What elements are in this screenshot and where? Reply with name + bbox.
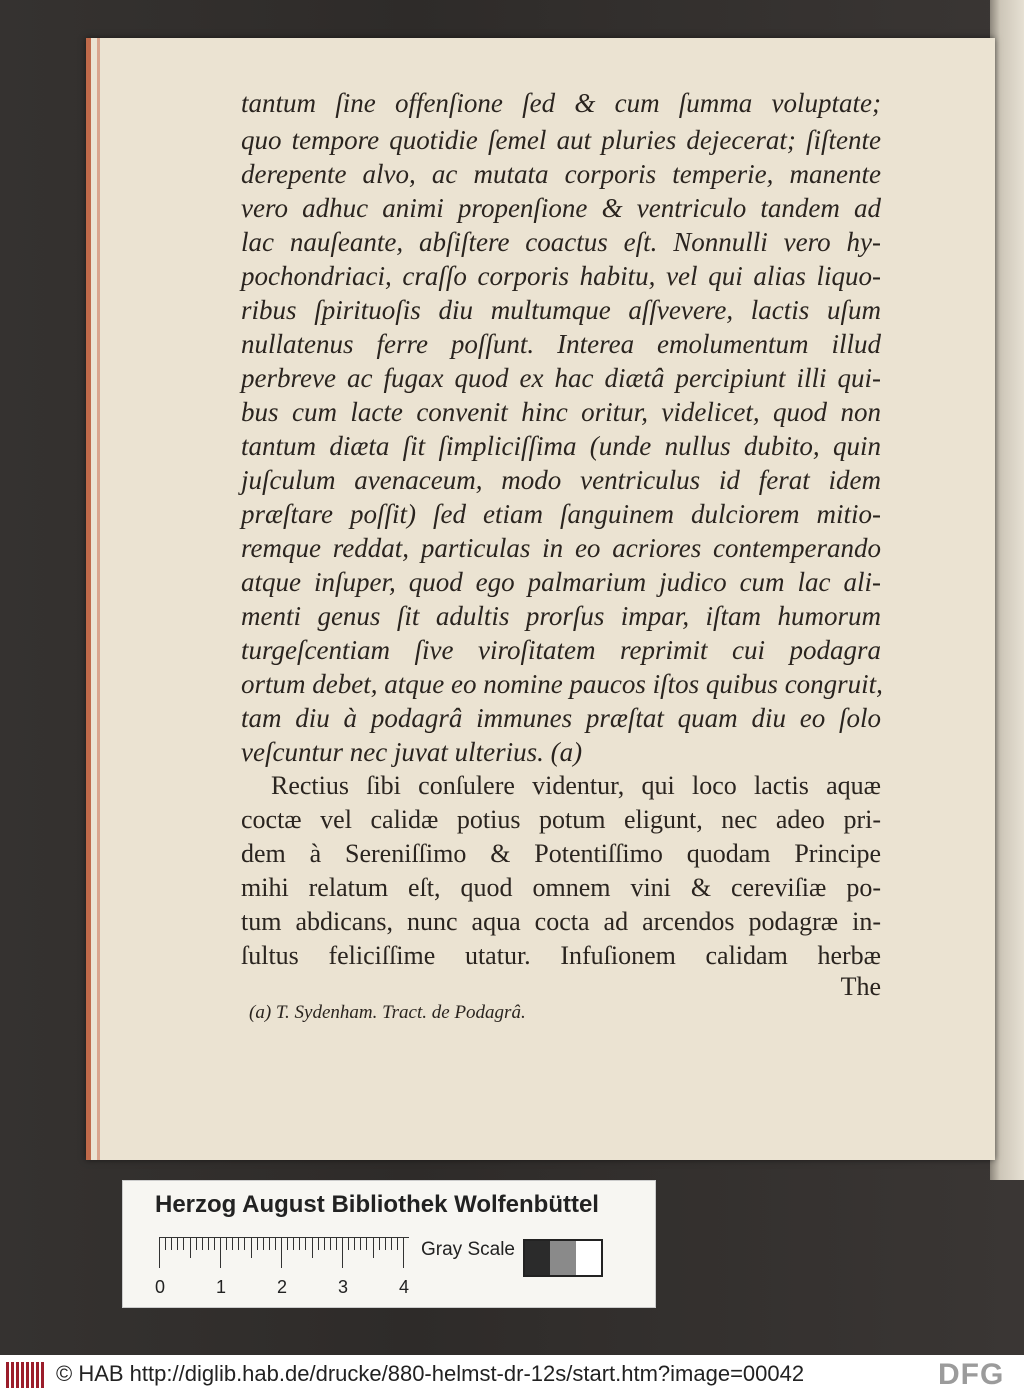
ruler-tick <box>263 1238 264 1250</box>
text-line: Rectius ſibi conſulere videntur, qui loco lactis aquæ <box>271 771 881 800</box>
ruler <box>159 1237 409 1268</box>
gray-swatch-dark <box>525 1241 550 1275</box>
text-line: turgeſcentiam ſive viroſitatem reprimit cui podagra <box>241 635 881 665</box>
ruler-tick <box>159 1238 160 1268</box>
ruler-tick <box>385 1238 386 1250</box>
text-line: lac nauſeante, abſiſtere coactus eſt. Nonnulli vero hy- <box>241 227 881 257</box>
text-line: coctæ vel calidæ potius potum eligunt, nec adeo pri- <box>241 805 881 834</box>
ruler-tick <box>244 1238 245 1250</box>
text-line: tam diu à podagrâ immunes præſtat quam diu eo ſolo <box>241 703 881 733</box>
footnote: (a) T. Sydenham. Tract. de Podagrâ. <box>249 1002 526 1023</box>
ruler-tick <box>391 1238 392 1250</box>
ruler-tick <box>354 1238 355 1250</box>
ruler-tick <box>257 1238 258 1250</box>
text-line: pochondriaci, craſſo corporis habitu, vel qui alias liquo- <box>241 261 881 291</box>
text-line: veſcuntur nec juvat ulterius. (a) <box>241 737 583 767</box>
ruler-tick <box>373 1238 374 1258</box>
text-line: ortum debet, atque eo nomine paucos iſtos quibus congruit, <box>241 669 883 699</box>
barcode-stripes-icon <box>6 1362 46 1388</box>
ruler-tick <box>177 1238 178 1250</box>
ruler-tick <box>312 1238 313 1258</box>
ruler-tick <box>360 1238 361 1250</box>
text-line: ribus ſpirituoſis diu multumque aſſvevere, lactis uſum <box>241 295 881 325</box>
ruler-tick <box>281 1238 282 1268</box>
footer-copyright-link[interactable]: © HAB http://diglib.hab.de/drucke/880-helmst-dr-12s/start.htm?image=00042 <box>56 1361 805 1386</box>
ruler-tick <box>196 1238 197 1250</box>
gray-scale-label: Gray Scale <box>421 1239 515 1260</box>
ruler-tick <box>348 1238 349 1250</box>
ruler-tick <box>275 1238 276 1250</box>
text-line: remque reddat, particulas in eo acriores contemperando <box>241 533 881 563</box>
ruler-tick <box>165 1238 166 1250</box>
ruler-tick <box>324 1238 325 1250</box>
catchword: The <box>840 972 881 1001</box>
ruler-tick <box>183 1238 184 1250</box>
ruler-tick <box>171 1238 172 1250</box>
text-line: dem à Sereniſſimo & Potentiſſimo quodam Principe <box>241 839 881 868</box>
dfg-logo: DFG <box>938 1358 1005 1391</box>
ruler-tick <box>336 1238 337 1250</box>
text-line: menti genus ſit adultis prorſus impar, iſtam humorum <box>241 601 881 631</box>
text-line: mihi relatum eſt, quod omnem vini & cereviſiæ po- <box>241 873 881 902</box>
ruler-number: 4 <box>399 1277 410 1297</box>
ruler-tick <box>318 1238 319 1250</box>
ruler-tick <box>226 1238 227 1250</box>
ruler-number: 1 <box>216 1277 227 1297</box>
ruler-number: 3 <box>338 1277 349 1297</box>
ruler-tick <box>232 1238 233 1250</box>
book-page <box>86 38 995 1160</box>
gray-scale-swatches <box>523 1239 603 1277</box>
ruler-tick <box>305 1238 306 1250</box>
gray-scale-card <box>122 1180 656 1308</box>
adjacent-page-edge <box>990 0 1024 1180</box>
ruler-tick <box>366 1238 367 1250</box>
text-line: tantum diæta ſit ſimpliciſſima (unde nullus dubito, quin <box>241 431 881 461</box>
footer-bar <box>0 1355 1024 1395</box>
text-line: perbreve ac fugax quod ex hac diætâ percipiunt illi qui- <box>241 363 881 393</box>
ruler-tick <box>238 1238 239 1250</box>
text-line: atque inſuper, quod ego palmarium judico cum lac ali- <box>241 567 881 597</box>
text-line: ſultus feliciſſime utatur. Infuſionem calidam herbæ <box>241 941 881 970</box>
ruler-tick <box>379 1238 380 1250</box>
ruler-tick <box>190 1238 191 1258</box>
ruler-number: 2 <box>277 1277 288 1297</box>
ruler-tick <box>403 1238 404 1268</box>
ruler-tick <box>287 1238 288 1250</box>
ruler-tick <box>251 1238 252 1258</box>
ruler-tick <box>330 1238 331 1250</box>
ruler-tick <box>269 1238 270 1250</box>
text-line: vero adhuc animi propenſione & ventriculo tandem ad <box>241 193 881 223</box>
library-title: Herzog August Bibliothek Wolfenbüttel <box>155 1191 599 1218</box>
ruler-tick <box>202 1238 203 1250</box>
gray-swatch-mid <box>550 1241 575 1275</box>
ruler-tick <box>208 1238 209 1250</box>
ruler-tick <box>220 1238 221 1268</box>
ruler-tick <box>293 1238 294 1250</box>
text-line: tum abdicans, nunc aqua cocta ad arcendos podagræ in- <box>241 907 881 936</box>
text-line: nullatenus ferre poſſunt. Interea emolumentum illud <box>241 329 881 359</box>
ruler-number: 0 <box>155 1277 166 1297</box>
text-line: præſtare poſſit) ſed etiam ſanguinem dulciorem mitio- <box>241 499 881 529</box>
ruler-tick <box>342 1238 343 1268</box>
ruler-tick <box>299 1238 300 1250</box>
text-line: bus cum lacte convenit hinc oritur, videlicet, quod non <box>241 397 881 427</box>
text-line: tantum ſine offenſione ſed & cum ſumma voluptate; <box>241 88 881 118</box>
gray-swatch-light <box>576 1241 601 1275</box>
text-line: juſculum avenaceum, modo ventriculus id ferat idem <box>241 465 881 495</box>
ruler-tick <box>214 1238 215 1250</box>
ruler-tick <box>397 1238 398 1250</box>
text-line: derepente alvo, ac mutata corporis temperie, manente <box>241 159 881 189</box>
text-line: quo tempore quotidie ſemel aut pluries dejecerat; ſiſtente <box>241 125 881 155</box>
